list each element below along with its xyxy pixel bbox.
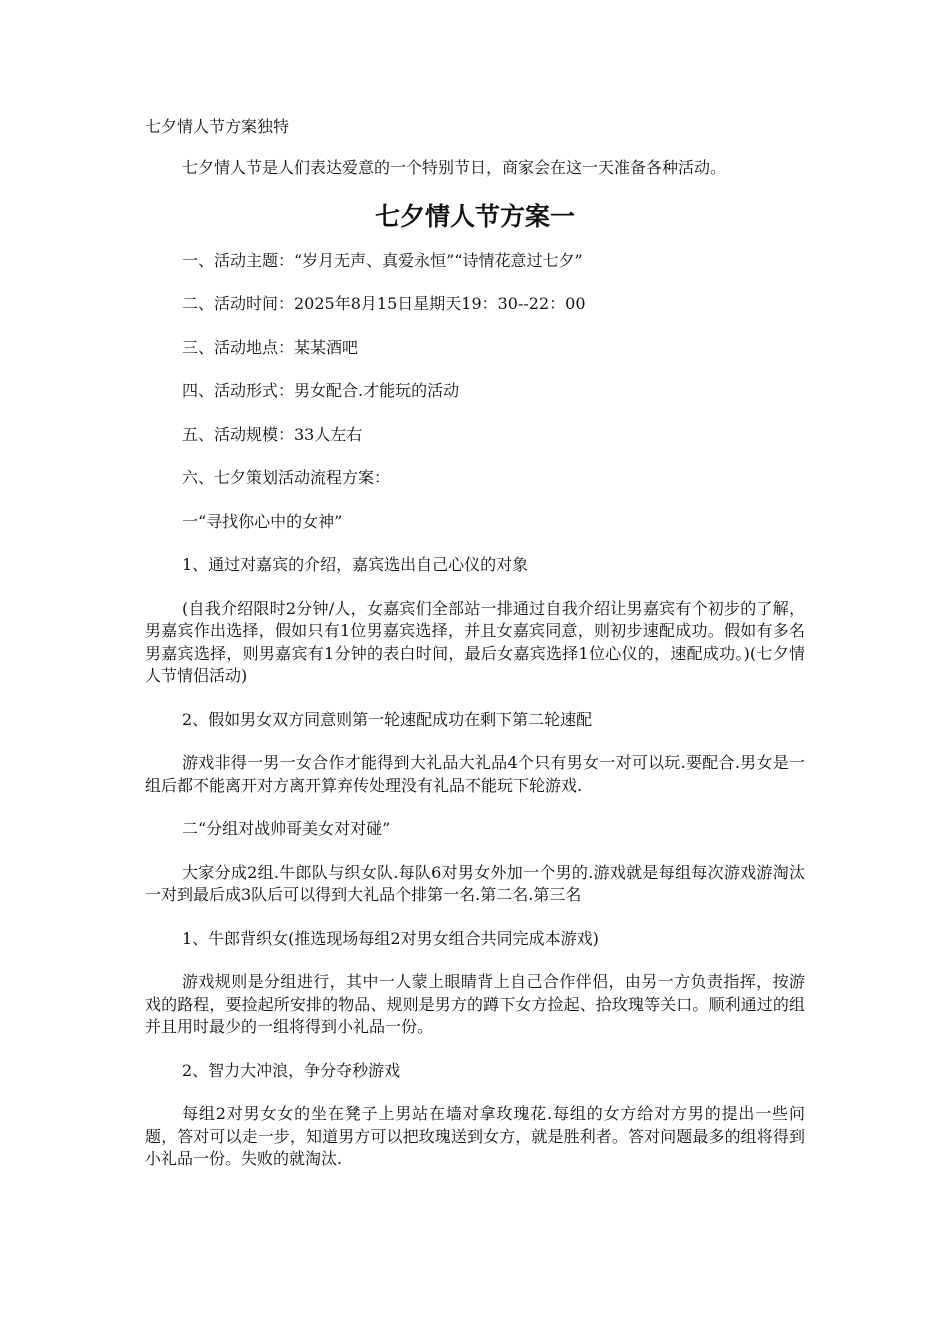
paragraph-process-heading: 六、七夕策划活动流程方案： — [182, 468, 391, 487]
paragraph-self-intro: (自我介绍限时2分钟/人，女嘉宾们全部站一排通过自我介绍让男嘉宾有个初步的了解，男嘉宾作出选择，假如只有1位男嘉宾选择，并且女嘉宾同意，则初步速配成功。假如有多名男嘉宾选择，则男嘉宾有1分钟的表白时间，最后女嘉宾选择1位心仪的，速配成功。)(七夕情人节情侣活动) — [145, 598, 805, 685]
intro-paragraph: 七夕情人节是人们表达爱意的一个特别节日，商家会在这一天准备各种活动。 — [182, 158, 727, 177]
paragraph-step-one: 1、通过对嘉宾的介绍，嘉宾选出自己心仪的对象 — [182, 555, 529, 574]
paragraph-game-two: 2、智力大冲浪，争分夺秒游戏 — [182, 1060, 401, 1080]
paragraph-location: 三、活动地点：某某酒吧 — [182, 337, 359, 357]
paragraph-game-rules: 游戏非得一男一女合作才能得到大礼品大礼品4个只有男女一对可以玩.要配合.男女是一组后都不能离开对方离开算弃传处理没有礼品不能玩下轮游戏. — [145, 753, 805, 795]
section-heading: 七夕情人节方案一 — [374, 201, 575, 231]
paragraph-format: 四、活动形式：男女配合.才能玩的活动 — [182, 381, 460, 400]
paragraph-game-one-rules: 游戏规则是分组进行，其中一人蒙上眼睛背上自己合作伴侣，由另一方负责指挥，按游戏的路程，要捡起所安排的物品、规则是男方的蹲下女方捡起、拾玫瑰等关口。顺利通过的组并且用时最少的一组将得到小礼品一份。 — [145, 972, 805, 1036]
document-title: 七夕情人节方案独特 — [145, 117, 290, 136]
paragraph-part-two-title: 二“分组对战帅哥美女对对碰” — [182, 819, 391, 838]
paragraph-game-two-rules: 每组2对男女女的坐在凳子上男站在墙对拿玫瑰花.每组的女方给对方男的提出一些问题，答对可以走一步，知道男方可以把玫瑰送到女方，就是胜利者。答对问题最多的组将得到小礼品一份。失败的就淘汰. — [145, 1104, 805, 1168]
paragraph-game-one: 1、牛郎背织女(推选现场每组2对男女组合共同完成本游戏) — [182, 928, 599, 948]
document-body — [145, 116, 805, 1192]
paragraph-step-two: 2、假如男女双方同意则第一轮速配成功在剩下第二轮速配 — [182, 709, 593, 729]
paragraph-grouping: 大家分成2组.牛郎队与织女队.每队6对男女外加一个男的.游戏就是每组每次游戏游淘汰一对到最后成3队后可以得到大礼品个排第一名.第二名.第三名 — [145, 862, 805, 904]
paragraph-part-one-title: 一“寻找你心中的女神” — [182, 511, 343, 531]
paragraph-time: 二、活动时间：2025年8月15日星期天19：30--22：00 — [182, 294, 586, 313]
paragraph-scale: 五、活动规模：33人左右 — [182, 424, 363, 444]
paragraph-theme: 一、活动主题：“岁月无声、真爱永恒”“诗情花意过七夕” — [182, 250, 583, 270]
